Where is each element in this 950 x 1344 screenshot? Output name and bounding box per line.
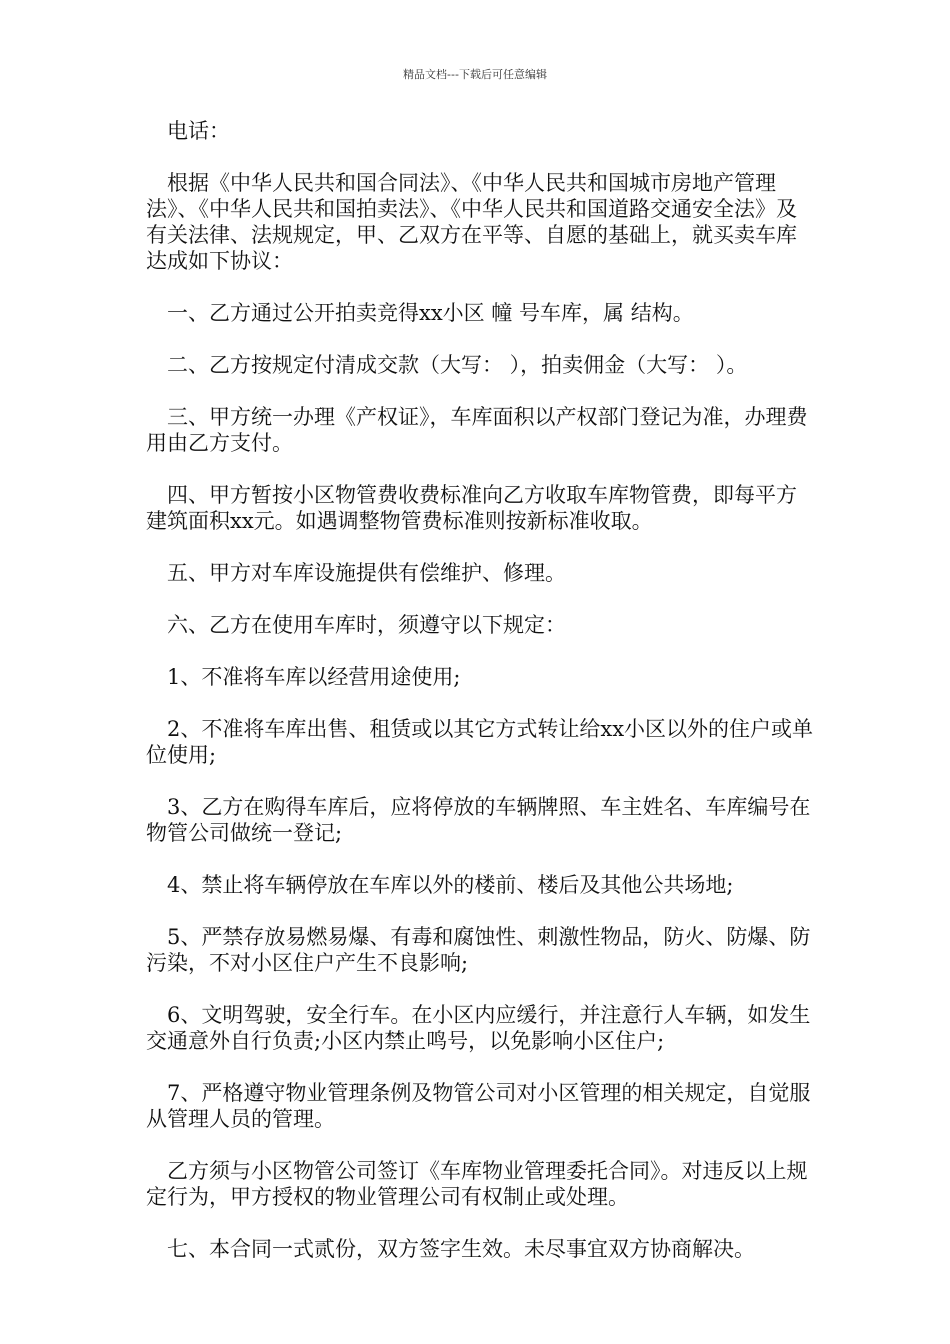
- rule-3: 3、乙方在购得车库后，应将停放的车辆牌照、车主姓名、车库编号在物管公司做统一登记;: [146, 795, 811, 845]
- clause-4: 四、甲方暂按小区物管费收费标准向乙方收取车库物管费，即每平方建筑面积xx元。如遇调整物管费标准则按新标准收取。: [146, 483, 797, 533]
- rule-1: 1、不准将车库以经营用途使用;: [167, 665, 461, 689]
- page-header: 精品文档---下载后可任意编辑: [403, 68, 547, 81]
- clause-5: 五、甲方对车库设施提供有偿维护、修理。: [167, 561, 566, 585]
- paragraph-phone: 电话：: [167, 119, 230, 143]
- clause-2: 二、乙方按规定付清成交款（大写： ），拍卖佣金（大写： ）。: [167, 353, 748, 377]
- clause-6: 六、乙方在使用车库时，须遵守以下规定：: [167, 613, 566, 637]
- rule-7: 7、严格遵守物业管理条例及物管公司对小区管理的相关规定，自觉服从管理人员的管理。: [146, 1081, 811, 1131]
- rule-4: 4、禁止将车辆停放在车库以外的楼前、楼后及其他公共场地;: [167, 873, 734, 897]
- clause-3: 三、甲方统一办理《产权证》，车库面积以产权部门登记为准，办理费用由乙方支付。: [146, 405, 808, 455]
- rule-6: 6、文明驾驶，安全行车。在小区内应缓行，并注意行人车辆，如发生交通意外自行负责;小区内禁止鸣号，以免影响小区住户;: [146, 1003, 811, 1053]
- clause-1: 一、乙方通过公开拍卖竞得xx小区 幢 号车库，属 结构。: [167, 301, 694, 325]
- rule-2: 2、不准将车库出售、租赁或以其它方式转让给xx小区以外的住户或单位使用;: [146, 717, 814, 767]
- clause-7: 七、本合同一式贰份，双方签字生效。未尽事宜双方协商解决。: [167, 1237, 755, 1261]
- document-body: [146, 118, 814, 1288]
- paragraph-management-contract: 乙方须与小区物管公司签订《车库物业管理委托合同》。对违反以上规定行为，甲方授权的物业管理公司有权制止或处理。: [146, 1159, 808, 1209]
- paragraph-preamble: 根据《中华人民共和国合同法》、《中华人民共和国城市房地产管理法》、《中华人民共和国拍卖法》、《中华人民共和国道路交通安全法》及有关法律、法规规定，甲、乙双方在平等、自愿的基础上，就买卖车库达成如下协议：: [146, 171, 797, 273]
- rule-5: 5、严禁存放易燃易爆、有毒和腐蚀性、刺激性物品，防火、防爆、防污染，不对小区住户产生不良影响;: [146, 925, 811, 975]
